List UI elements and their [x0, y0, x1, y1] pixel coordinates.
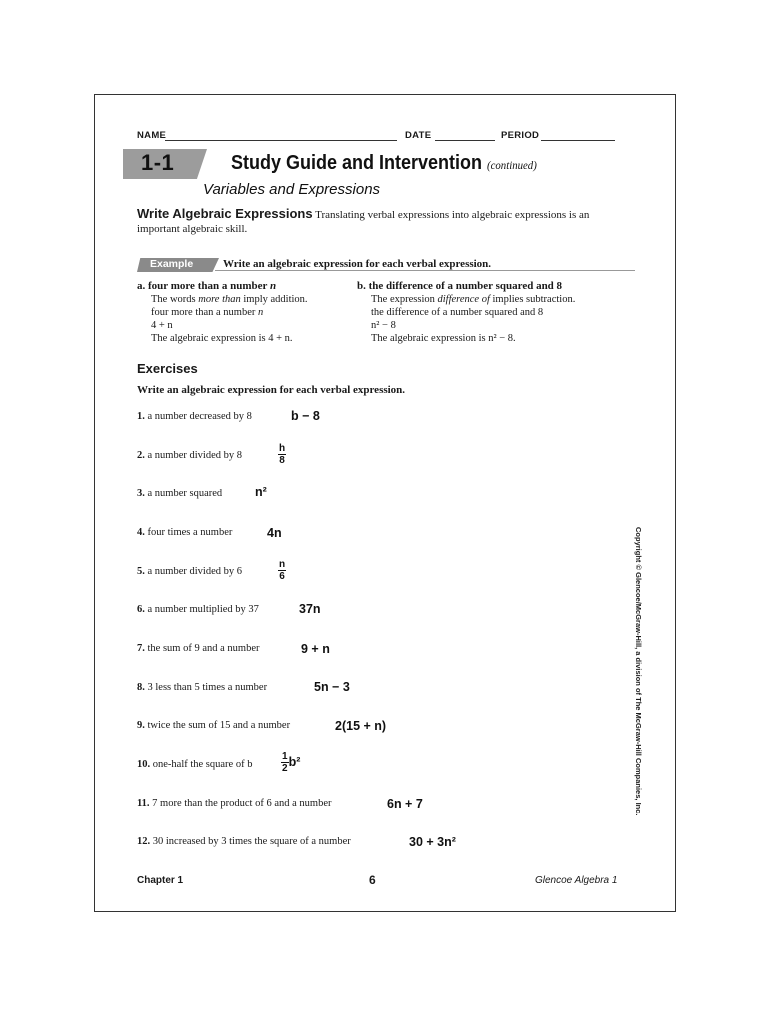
footer-page-number: 6: [369, 873, 376, 887]
exercise-number: 11.: [137, 798, 150, 809]
exercise-item: [137, 488, 222, 518]
worksheet-page: [94, 94, 676, 912]
part-a-question-var: n: [269, 280, 277, 292]
exercise-number: 9.: [137, 720, 145, 731]
footer-book-title: Glencoe Algebra 1: [535, 875, 618, 886]
part-a-line-3: 4 + n: [151, 320, 173, 331]
name-field-line: [165, 140, 397, 141]
example-badge-label: Example: [150, 258, 194, 270]
exercise-answer: [278, 559, 286, 582]
exercise-number: 1.: [137, 411, 145, 422]
copyright-notice: Copyright © Glencoe/McGraw-Hill, a division of The McGraw-Hill Companies, Inc.: [634, 527, 643, 816]
exercises-title: Exercises: [137, 361, 198, 376]
page-title: [231, 152, 537, 175]
exercise-number: 2.: [137, 450, 145, 461]
part-a-question: [137, 280, 352, 293]
exercise-text: twice the sum of 15 and a number: [147, 720, 291, 731]
name-label: NAME: [137, 130, 167, 141]
exercise-answer: 4n: [267, 526, 282, 540]
exercise-text: one-half the square of b: [152, 759, 253, 770]
exercise-item: [137, 643, 259, 673]
exercise-item: [137, 566, 242, 596]
footer-chapter: Chapter 1: [137, 875, 184, 886]
continued-note: (continued): [487, 158, 537, 172]
example-part-a: [137, 280, 352, 345]
answer-numerator: 1: [282, 751, 288, 762]
exercise-item: [137, 720, 290, 750]
exercise-answer: [281, 751, 300, 774]
lesson-number: 1-1: [141, 150, 175, 175]
exercise-number: 4.: [137, 527, 145, 538]
exercise-answer: n²: [255, 485, 267, 499]
date-field-line: [435, 140, 495, 141]
part-b-line-3: n² − 8: [371, 320, 396, 331]
date-label: DATE: [405, 130, 432, 141]
exercise-answer: b − 8: [291, 409, 320, 423]
answer-numerator: h: [279, 443, 286, 454]
answer-numerator: n: [279, 559, 286, 570]
exercise-text: 3 less than 5 times a number: [147, 682, 268, 693]
answer-denominator: 6: [279, 571, 285, 582]
period-label: PERIOD: [501, 130, 540, 141]
page-title-text: Study Guide and Intervention: [231, 152, 483, 174]
exercise-item: [137, 604, 259, 634]
exercise-number: 10.: [137, 759, 151, 770]
part-b-question-text: the difference of a number squared and 8: [368, 280, 563, 292]
exercise-answer: 6n + 7: [387, 797, 423, 811]
exercise-item: [137, 682, 267, 712]
part-a-line-4: The algebraic expression is 4 + n.: [151, 333, 293, 344]
period-field-line: [541, 140, 615, 141]
example-prompt: Write an algebraic expression for each verbal expression.: [223, 258, 492, 270]
answer-denominator: 8: [279, 455, 285, 466]
part-a-question-text: four more than a number: [148, 280, 270, 292]
exercise-item: [137, 759, 252, 789]
exercise-answer: 5n − 3: [314, 680, 350, 694]
exercise-answer: 37n: [299, 602, 321, 616]
page-subtitle: Variables and Expressions: [203, 181, 381, 198]
exercise-item: [137, 836, 351, 866]
example-bar: [137, 258, 607, 272]
exercise-text: a number multiplied by 37: [147, 604, 259, 615]
exercise-answer: 30 + 3n²: [409, 835, 456, 849]
exercise-text: the sum of 9 and a number: [147, 643, 260, 654]
exercise-answer: [278, 443, 286, 466]
exercise-text: a number divided by 6: [147, 566, 242, 577]
exercise-text: 7 more than the product of 6 and a number: [152, 798, 332, 809]
exercise-answer: 2(15 + n): [335, 719, 387, 733]
example-rule: [215, 270, 635, 271]
exercise-text: four times a number: [147, 527, 233, 538]
exercise-text: a number decreased by 8: [147, 411, 252, 422]
example-part-b: [357, 280, 622, 345]
part-b-line-2: the difference of a number squared and 8: [371, 307, 544, 318]
exercise-text: a number divided by 8: [147, 450, 242, 461]
answer-denominator: 2: [282, 763, 288, 774]
exercises-instructions: Write an algebraic expression for each verbal expression.: [137, 384, 406, 396]
exercise-text: a number squared: [147, 488, 223, 499]
section-intro-text: Translating verbal expressions into algebraic expressions is an important algebraic skill.: [137, 209, 590, 235]
exercise-number: 3.: [137, 488, 145, 499]
exercise-answer: 9 + n: [301, 642, 330, 656]
exercise-number: 7.: [137, 643, 145, 654]
exercise-item: [137, 798, 332, 828]
answer-tail: b²: [288, 754, 301, 769]
exercise-number: 12.: [137, 836, 151, 847]
title-band: [123, 149, 593, 179]
exercise-number: 5.: [137, 566, 145, 577]
section-heading: Write Algebraic Expressions: [137, 206, 313, 221]
exercise-number: 8.: [137, 682, 145, 693]
part-a-line-2: four more than a number n: [151, 307, 264, 318]
section-intro: [137, 207, 607, 236]
exercise-number: 6.: [137, 604, 145, 615]
exercise-item: [137, 527, 232, 557]
part-b-line-1: The expression difference of implies subtraction.: [371, 294, 576, 305]
exercise-text: 30 increased by 3 times the square of a number: [152, 836, 351, 847]
exercise-item: [137, 411, 252, 441]
part-b-line-4: The algebraic expression is n² − 8.: [371, 333, 516, 344]
part-b-label: b.: [357, 280, 366, 292]
exercise-item: [137, 450, 242, 480]
part-b-question: [357, 280, 622, 293]
part-a-label: a.: [137, 280, 146, 292]
part-a-line-1: The words more than imply addition.: [151, 294, 308, 305]
